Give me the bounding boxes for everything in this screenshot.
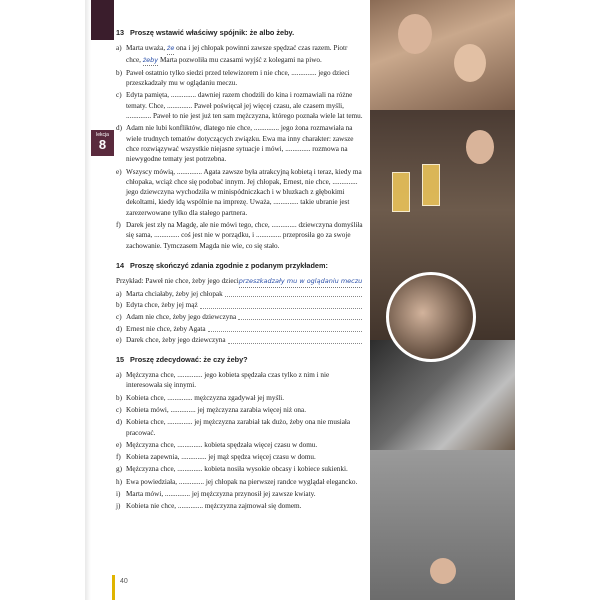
face-man-floor xyxy=(430,558,456,584)
ex13-number: 13 xyxy=(116,28,125,37)
item-text: Marta mówi, .............. jej mężczyzna przynosił jej zawsze kwiaty. xyxy=(126,490,316,499)
item-letter: a) xyxy=(116,289,122,298)
ex14-item-e xyxy=(116,335,364,345)
ex15-item-g xyxy=(116,464,364,474)
ex15-item-a xyxy=(116,370,364,391)
ex15-item-h xyxy=(116,477,364,487)
item-text: Darek jest zły na Magdę, ale nie mówi tego, chce, .............. dziewczyna domyśliła się sama, .............. coś jest nie w porządku, i .............. przeprosiła go za swoje zachowanie. Tymczasem Magda nie wie, co się stało. xyxy=(126,221,363,250)
example-handwritten: przeszkadzały mu w oglądaniu meczu xyxy=(239,276,363,287)
answer-line[interactable] xyxy=(225,289,362,297)
ex14-title: Proszę skończyć zdania zgodnie z podanym przykładem: xyxy=(130,260,328,270)
item-letter: f) xyxy=(116,221,121,230)
page-right-margin xyxy=(515,0,600,600)
photo-man-vacuum xyxy=(370,450,515,600)
item-text: Wszyscy mówią, .............. Agata zawsze była atrakcyjną kobietą i teraz, kiedy ma chłopaka, wciąż chce się podobać innym. Jej chłopak, Ernest, nie chce, .............. jego dziewczyna wychodziła w minispódniczkach i w bluzkach z głębokimi dekoltami, kiedy idą wspólnie na imprezę. Uważa, .............. takie ubranie jest zarezerwowane tylko dla stałego partnera. xyxy=(126,167,362,217)
separator xyxy=(116,347,364,355)
footer-accent xyxy=(112,575,115,600)
face-woman xyxy=(454,44,486,82)
ex15-item-f xyxy=(116,452,364,462)
lesson-number: 8 xyxy=(98,137,107,152)
item-text: Darek chce, żeby jego dziewczyna xyxy=(126,336,226,345)
champagne-glass xyxy=(422,164,440,206)
item-letter: e) xyxy=(116,440,122,449)
item-letter: c) xyxy=(116,91,122,100)
item-letter: f) xyxy=(116,453,121,462)
item-text: Kobieta zapewnia, .............. jej mąż spędza więcej czasu w domu. xyxy=(126,453,316,462)
item-text: Mężczyzna chce, .............. jego kobieta spędzała czas tylko z nim i nie interesowała się innymi. xyxy=(126,371,330,390)
ex14-number: 14 xyxy=(116,260,125,270)
ex14-example xyxy=(116,276,364,287)
ex13-item-d xyxy=(116,123,364,164)
photo-couple-arguing xyxy=(386,272,476,362)
page-number: 40 xyxy=(120,578,128,585)
item-letter: a) xyxy=(116,44,122,53)
lesson-label: lekcja xyxy=(96,132,109,138)
item-letter: d) xyxy=(116,418,122,427)
item-text: Edyta chce, żeby jej mąż xyxy=(126,301,198,310)
item-letter: a) xyxy=(116,371,122,380)
answer-line[interactable] xyxy=(208,324,362,332)
item-letter: c) xyxy=(116,405,122,414)
item-letter: i) xyxy=(116,490,121,499)
photo-couple-phones xyxy=(370,0,515,110)
item-letter: d) xyxy=(116,324,122,333)
item-letter: b) xyxy=(116,393,122,402)
item-text: Adam nie lubi konfliktów, dlatego nie chce, .............. jego żona rozmawiała na wiele trudnych tematów dotyczących związku. Ewa ma inny charakter: zawsze chce rozwiązywać wszystkie niejasne sytuacje i mówi, .............. rozmowa na niewygodne tematy jest potrzebna. xyxy=(126,124,354,164)
answer-line[interactable] xyxy=(200,300,362,308)
lesson-tab xyxy=(91,130,114,156)
item-text: Paweł ostatnio tylko siedzi przed telewizorem i nie chce, .............. jego dzieci przeszkadzały mu w oglądaniu meczu. xyxy=(126,68,350,88)
item-text: Ernest nie chce, żeby Agata xyxy=(126,324,206,333)
item-text: Marta chciałaby, żeby jej chłopak xyxy=(126,289,223,298)
item-text: Kobieta chce, .............. mężczyzna zgadywał jej myśli. xyxy=(126,393,285,402)
ex15-item-b xyxy=(116,393,364,403)
item-letter: b) xyxy=(116,301,122,310)
item-letter: e) xyxy=(116,336,122,345)
item-text: Kobieta chce, .............. jej mężczyzna zarabiał tak dużo, żeby ona nie musiała pracować. xyxy=(126,418,351,437)
top-band xyxy=(91,0,114,40)
item-text-part: ona i jej chłopak powinni zawsze spędzać czas razem. Piotr chce, xyxy=(126,44,348,64)
ex14-item-c xyxy=(116,312,364,322)
item-letter: b) xyxy=(116,68,122,77)
left-margin xyxy=(91,0,114,600)
ex13-item-c xyxy=(116,90,364,121)
ex14-item-a xyxy=(116,289,364,299)
item-letter: g) xyxy=(116,465,122,474)
champagne-glass xyxy=(392,172,410,212)
answer-line[interactable] xyxy=(238,312,362,320)
item-text: Kobieta nie chce, .............. mężczyzna zajmował się domem. xyxy=(126,502,302,511)
ex15-number: 15 xyxy=(116,354,125,364)
ex14-heading xyxy=(116,261,364,271)
item-letter: c) xyxy=(116,313,122,322)
example-text: Przykład: Paweł nie chce, żeby jego dzieci xyxy=(116,277,239,286)
ex13-title: Proszę wstawić właściwy spójnik: że albo żeby. xyxy=(130,28,295,37)
item-letter: e) xyxy=(116,167,122,176)
item-text: Adam nie chce, żeby jego dziewczyna xyxy=(126,313,237,322)
ex13-item-f xyxy=(116,220,364,251)
ex13-item-b xyxy=(116,68,364,89)
ex13-item-e xyxy=(116,167,364,218)
item-letter: h) xyxy=(116,477,122,486)
item-text: Kobieta mówi, .............. jej mężczyzna zarabia więcej niż ona. xyxy=(126,405,307,414)
answer-line[interactable] xyxy=(228,335,362,343)
item-text: Mężczyzna chce, .............. kobieta nosiła wysokie obcasy i kobiece sukienki. xyxy=(126,465,348,474)
ex13-heading xyxy=(116,28,364,38)
ex15-item-j xyxy=(116,501,364,511)
ex15-heading xyxy=(116,355,364,365)
ex15-item-d xyxy=(116,417,364,438)
item-text-part: Marta uważa, xyxy=(126,44,167,53)
ex14-item-b xyxy=(116,300,364,310)
face-man xyxy=(398,14,432,54)
ex15-item-e xyxy=(116,440,364,450)
separator xyxy=(116,253,364,261)
face-guest xyxy=(466,130,494,164)
handwritten-answer[interactable]: żeby xyxy=(143,55,158,66)
item-text-part: Marta pozwoliła mu czasami wyjść z kolegami na piwo. xyxy=(158,55,322,64)
item-letter: j) xyxy=(116,502,121,511)
ex14-item-d xyxy=(116,324,364,334)
item-text: Ewa powiedziała, .............. jej chłopak na pierwszej randce wyglądał elegancko. xyxy=(126,477,358,486)
handwritten-answer[interactable]: że xyxy=(167,43,174,54)
item-text xyxy=(126,43,364,66)
ex15-item-c xyxy=(116,405,364,415)
item-letter: d) xyxy=(116,124,122,133)
ex13-item-a xyxy=(116,43,364,66)
ex15-title: Proszę zdecydować: że czy żeby? xyxy=(130,354,248,364)
exercises-column xyxy=(116,28,364,514)
item-text: Edyta pamięta, .............. dawniej razem chodzili do kina i rozmawiali na różne tematy. Chce, .............. Paweł poświęcał jej więcej czasu, ale czasem myśli, .............. Paweł to nie jest już ten sam mężczyzna, którego poznała wiele lat temu. xyxy=(126,91,363,121)
item-text: Mężczyzna chce, .............. kobieta spędzała więcej czasu w domu. xyxy=(126,440,318,449)
ex15-item-i xyxy=(116,489,364,499)
